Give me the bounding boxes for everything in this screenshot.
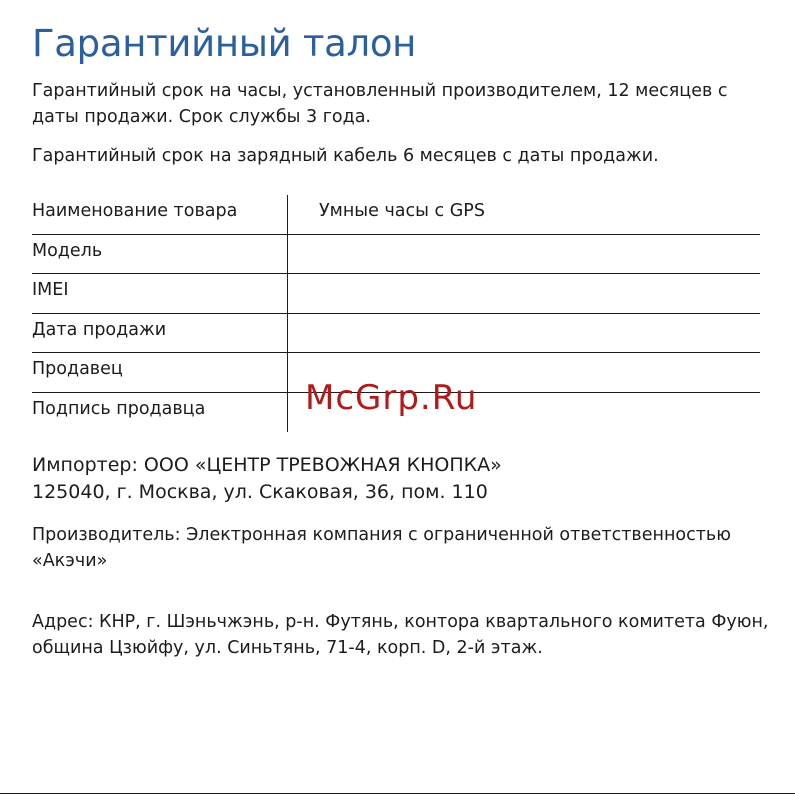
address-line-2: община Цзюйфу, ул. Синьтянь, 71-4, корп. D, 2-й этаж. [32, 638, 543, 658]
watch-warranty-line-1: Гарантийный срок на часы, установленный производителем, 12 месяцев с [32, 81, 728, 101]
row-value-model [288, 235, 760, 274]
row-label-sale-date: Дата продажи [32, 314, 288, 353]
address-line-1: Адрес: КНР, г. Шэньчжэнь, р-н. Футянь, контора квартального комитета Фуюн, [32, 612, 769, 632]
importer-info [32, 452, 772, 506]
bottom-divider [0, 793, 795, 794]
table-row [32, 314, 760, 354]
row-label-model: Модель [32, 235, 288, 274]
watch-warranty-text [32, 78, 772, 130]
watermark-logo: McGrp.Ru [305, 378, 478, 418]
row-value-product-name: Умные часы с GPS [319, 201, 485, 221]
table-row [32, 235, 760, 275]
manufacturer-address [32, 609, 772, 661]
manufacturer-info [32, 522, 772, 574]
table-row [32, 195, 760, 235]
importer-line-1: Импортер: ООО «ЦЕНТР ТРЕВОЖНАЯ КНОПКА» [32, 454, 502, 476]
row-label-seller-signature: Подпись продавца [32, 393, 288, 433]
manufacturer-line-2: «Акэчи» [32, 551, 108, 571]
row-label-product-name: Наименование товара [32, 195, 288, 234]
cable-warranty-text: Гарантийный срок на зарядный кабель 6 месяцев с даты продажи. [32, 146, 659, 166]
page-title: Гарантийный талон [32, 22, 417, 65]
manufacturer-line-1: Производитель: Электронная компания с ограниченной ответственностью [32, 525, 731, 545]
importer-line-2: 125040, г. Москва, ул. Скаковая, 36, пом. 110 [32, 481, 488, 503]
row-label-seller: Продавец [32, 353, 288, 392]
row-label-imei: IMEI [32, 274, 288, 313]
table-row [32, 274, 760, 314]
watch-warranty-line-2: даты продажи. Срок службы 3 года. [32, 107, 371, 127]
row-value-sale-date [288, 314, 760, 353]
row-value-imei [288, 274, 760, 313]
